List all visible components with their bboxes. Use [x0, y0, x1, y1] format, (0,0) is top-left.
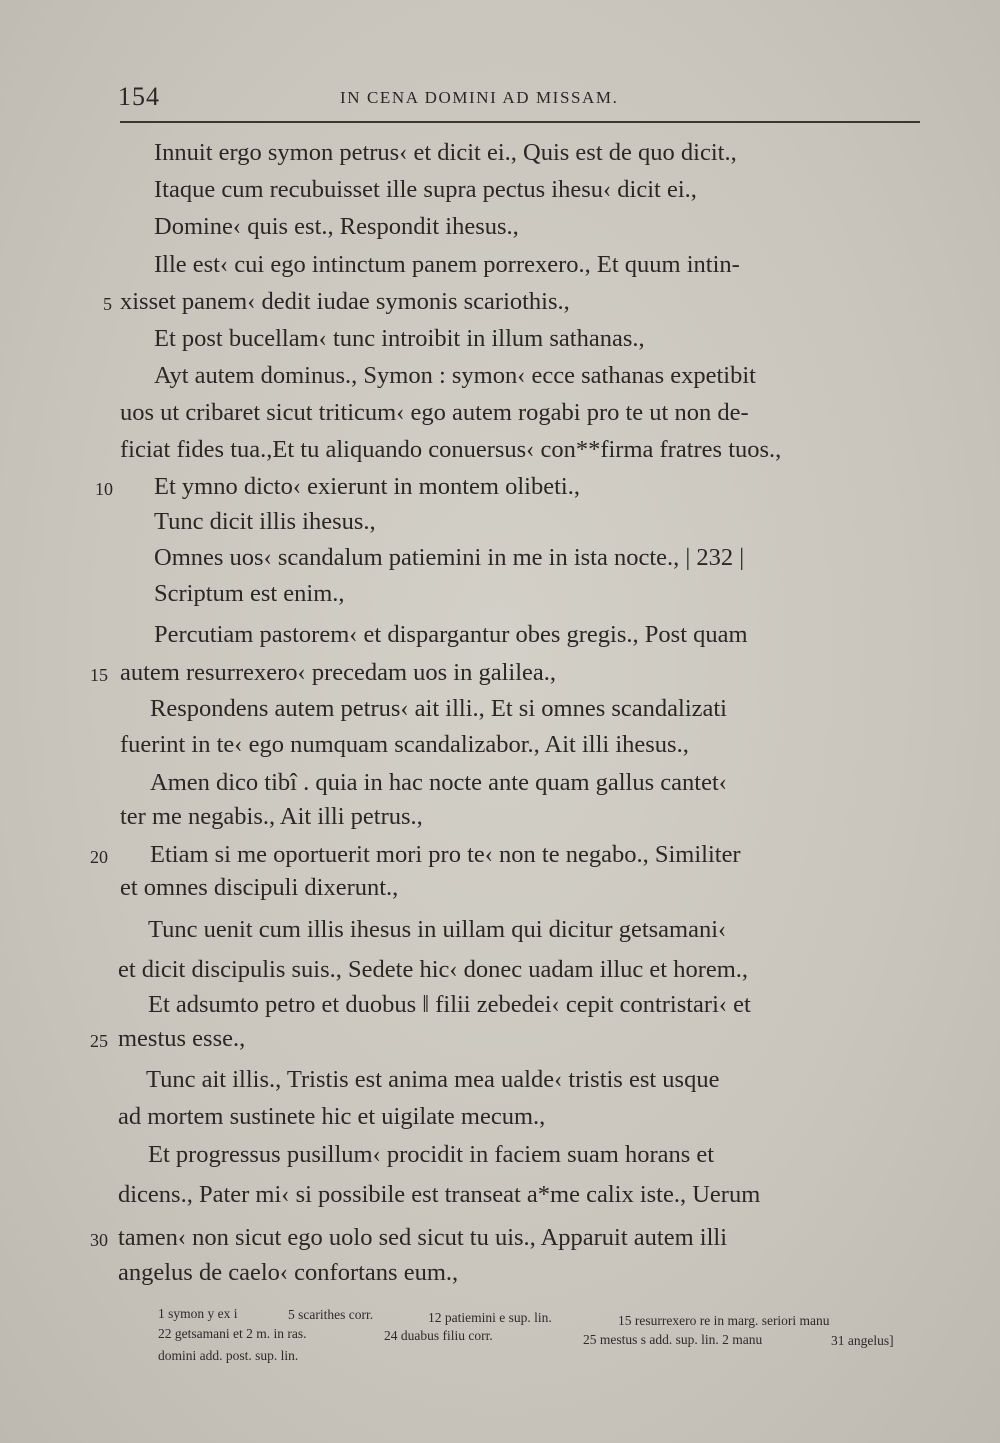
- text-line: angelus de caelo‹ confortans eum.,: [118, 1259, 459, 1286]
- text-line: xisset panem‹ dedit iudae symonis scariothis.,: [120, 288, 570, 315]
- text-line: uos ut cribaret sicut triticum‹ ego autem rogabi pro te ut non de-: [120, 399, 749, 426]
- text-line: Tunc dicit illis ihesus.,: [154, 508, 376, 535]
- text-line: Omnes uos‹ scandalum patiemini in me in ista nocte., | 232 |: [154, 544, 745, 571]
- text-line: Scriptum est enim.,: [154, 580, 345, 607]
- text-line: Percutiam pastorem‹ et dispargantur obes gregis., Post quam: [154, 621, 748, 648]
- text-line: Et progressus pusillum‹ procidit in faciem suam horans et: [148, 1141, 715, 1168]
- line-number: 30: [90, 1230, 108, 1250]
- footnote: 15 resurrexero re in marg. seriori manu: [618, 1313, 830, 1328]
- footnote: 24 duabus filiu corr.: [384, 1328, 493, 1343]
- text-line: Amen dico tibî . quia in hac nocte ante quam gallus cantet‹: [150, 769, 727, 796]
- line-number: 15: [90, 665, 108, 685]
- footnote: 31 angelus]: [831, 1333, 894, 1348]
- text-line: Et post bucellam‹ tunc introibit in illum sathanas.,: [154, 325, 645, 352]
- footnote: 12 patiemini e sup. lin.: [428, 1310, 552, 1325]
- line-number: 25: [90, 1031, 108, 1051]
- text-line: Et adsumto petro et duobus ‖ filii zebedei‹ cepit contristari‹ et: [148, 991, 751, 1018]
- text-line: ficiat fides tua.,Et tu aliquando conuersus‹ con**firma fratres tuos.,: [120, 436, 782, 463]
- text-line: mestus esse.,: [118, 1025, 246, 1052]
- text-line: Tunc uenit cum illis ihesus in uillam qui dicitur getsamani‹: [148, 916, 727, 943]
- text-line: Etiam si me oportuerit mori pro te‹ non te negabo., Similiter: [150, 841, 741, 868]
- line-number: 20: [90, 847, 108, 867]
- footnote: 5 scarithes corr.: [288, 1307, 374, 1322]
- text-line: dicens., Pater mi‹ si possibile est transeat a*me calix iste., Uerum: [118, 1181, 761, 1208]
- text-line: et dicit discipulis suis., Sedete hic‹ donec uadam illuc et horem.,: [118, 956, 749, 983]
- text-line: Respondens autem petrus‹ ait illi., Et si omnes scandalizati: [150, 695, 727, 722]
- page-number: 154: [118, 82, 160, 111]
- text-line: fuerint in te‹ ego numquam scandalizabor., Ait illi ihesus.,: [120, 731, 689, 758]
- line-number: 5: [103, 294, 112, 314]
- footnote: 22 getsamani et 2 m. in ras.: [158, 1326, 307, 1341]
- text-line: Et ymno dicto‹ exierunt in montem olibeti.,: [154, 473, 580, 500]
- footnote: domini add. post. sup. lin.: [158, 1348, 299, 1363]
- text-line: Innuit ergo symon petrus‹ et dicit ei., Quis est de quo dicit.,: [154, 139, 737, 166]
- page-header: [118, 82, 918, 114]
- text-line: Ayt autem dominus., Symon : symon‹ ecce sathanas expetibit: [154, 362, 756, 389]
- header-rule: [120, 121, 920, 123]
- text-line: tamen‹ non sicut ego uolo sed sicut tu uis., Apparuit autem illi: [118, 1224, 728, 1251]
- text-line: ter me negabis., Ait illi petrus.,: [120, 803, 423, 830]
- line-number: 10: [95, 479, 113, 499]
- text-line: Itaque cum recubuisset ille supra pectus ihesu‹ dicit ei.,: [154, 176, 697, 203]
- text-line: autem resurrexero‹ precedam uos in galilea.,: [120, 659, 557, 686]
- text-line: ad mortem sustinete hic et uigilate mecum.,: [118, 1103, 546, 1130]
- text-line: Ille est‹ cui ego intinctum panem porrexero., Et quum intin-: [154, 251, 740, 278]
- footnote: 25 mestus s add. sup. lin. 2 manu: [583, 1332, 763, 1347]
- text-line: Tunc ait illis., Tristis est anima mea ualde‹ tristis est usque: [146, 1066, 720, 1093]
- footnote: 1 symon y ex i: [158, 1306, 238, 1321]
- text-line: et omnes discipuli dixerunt.,: [120, 874, 399, 901]
- running-title: IN CENA DOMINI AD MISSAM.: [340, 88, 619, 107]
- text-line: Domine‹ quis est., Respondit ihesus.,: [154, 213, 519, 240]
